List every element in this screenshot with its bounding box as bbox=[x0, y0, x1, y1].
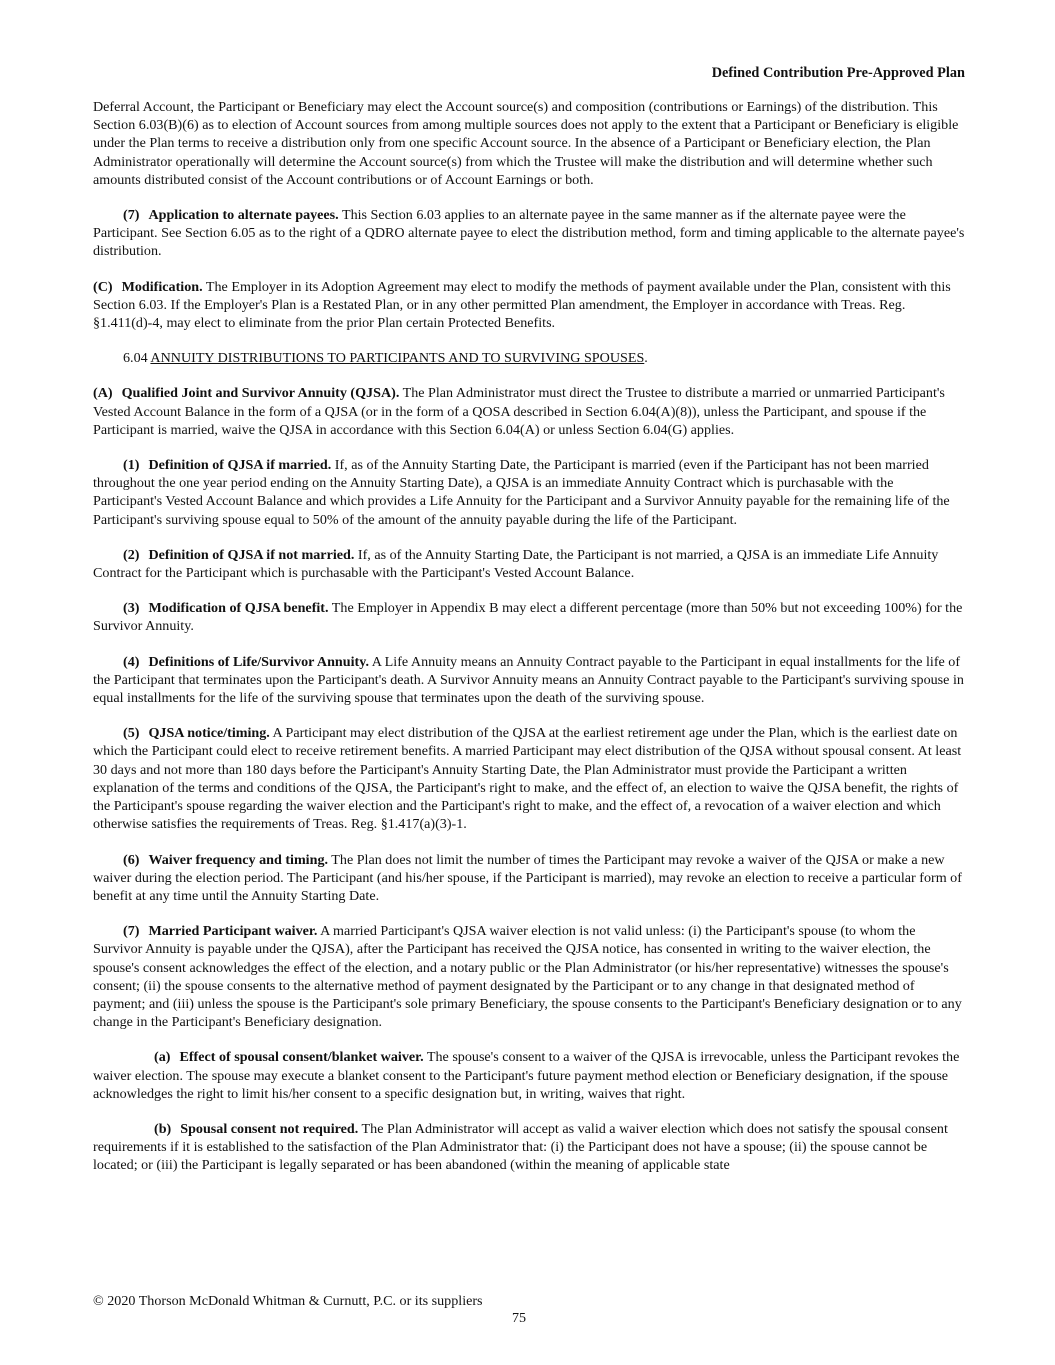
paragraph-6-04-a-7 bbox=[93, 922, 965, 1031]
page-header: Defined Contribution Pre-Approved Plan bbox=[711, 65, 965, 81]
paragraph-text: A married Participant's QJSA waiver election is not valid unless: (i) the Participant's spouse (to whom the Survivor Annuity is payable under the QJSA), after the Participant has received the QJSA notice, has consented in writing to the waiver election, the spouse's consent acknowledges the effect of the election, and a notary public or the Plan Administrator (or his/her representative) witnesses the spouse's consent; (ii) the spouse consents to the alternative method of payment designated by the Participant or to any change in that designated method of payment; and (iii) unless the spouse is the Participant's sole primary Beneficiary, the spouse consents to the Participant's Beneficiary designation or to any change in the Participant's Beneficiary designation. bbox=[93, 923, 962, 1031]
paragraph-text: The Employer in Appendix B may elect a different percentage (more than 50% but not exceeding 100%) for the Survivor Annuity. bbox=[93, 600, 963, 635]
paragraph-label: (2) bbox=[123, 546, 140, 563]
paragraph-6-03-b-7 bbox=[93, 206, 965, 261]
paragraph-label: (1) bbox=[123, 457, 140, 474]
paragraph-label: (b) bbox=[154, 1120, 172, 1137]
paragraph-6-04-a-1 bbox=[93, 456, 965, 529]
paragraph-6-04-a-3 bbox=[93, 599, 965, 635]
paragraph-label: (5) bbox=[123, 725, 140, 742]
paragraph-text: A Life Annuity means an Annuity Contract payable to the Participant in equal installments for the life of the Participant that terminates upon the Participant's death. A Survivor Annuity means an Annuity Contract payable to the Participant's surviving spouse in equal installments for the life of the surviving spouse that terminates upon the death of the surviving spouse. bbox=[93, 653, 964, 707]
paragraph-text: The Employer in its Adoption Agreement may elect to modify the methods of payment available under the Plan, consistent with this Section 6.03. If the Employer's Plan is a Restated Plan, or in any other permitted Plan amendment, the Employer in accordance with Treas. Reg. §1.411(d)-4, may elect to eliminate from the prior Plan certain Protected Benefits. bbox=[93, 278, 951, 332]
copyright-notice: © 2020 Thorson McDonald Whitman & Curnutt, P.C. or its suppliers bbox=[93, 1293, 483, 1309]
paragraph-heading: Definition of QJSA if not married. bbox=[148, 546, 355, 563]
paragraph-6-04-a-6 bbox=[93, 851, 965, 906]
paragraph-text: If, as of the Annuity Starting Date, the Participant is married (even if the Participant has not been married throughout the one year period ending on the Annuity Starting Date), a QJSA is an immediate Annuity Contract which is purchasable with the Participant's Vested Account Balance and which provides a Life Annuity for the Participant and a Survivor Annuity payable for the remaining life of the Participant's surviving spouse equal to 50% of the amount of the annuity payable during the life of the Participant. bbox=[93, 457, 950, 528]
paragraph-6-04-a-5 bbox=[93, 724, 965, 833]
paragraph-label: (3) bbox=[123, 600, 140, 617]
paragraph-heading: Application to alternate payees. bbox=[148, 207, 339, 224]
paragraph-label: (A) bbox=[93, 385, 113, 402]
paragraph-text: This Section 6.03 applies to an alternate payee in the same manner as if the alternate payee were the Participant. See Section 6.05 as to the right of a QDRO alternate payee to elect the distribution method, form and timing applicable to the alternate payee's distribution. bbox=[93, 207, 965, 260]
section-number: 6.04 bbox=[123, 350, 148, 367]
paragraph-heading: Qualified Joint and Survivor Annuity (QJSA). bbox=[121, 385, 400, 402]
paragraph-6-04-a-7-a bbox=[93, 1048, 965, 1103]
paragraph-heading: Modification of QJSA benefit. bbox=[148, 600, 329, 617]
paragraph-heading: Definition of QJSA if married. bbox=[148, 457, 332, 474]
section-title-period: . bbox=[644, 350, 648, 367]
paragraph-heading: QJSA notice/timing. bbox=[148, 725, 270, 742]
paragraph-text: The Plan Administrator must direct the Trustee to distribute a married or unmarried Participant's Vested Account Balance in the form of a QJSA (or in the form of a QOSA described in Section 6.04(A)(8)), unless the Participant, and spouse if the Participant is married, waive the QJSA in accordance with this Section 6.04(A) or unless Section 6.04(G) applies. bbox=[93, 385, 945, 438]
paragraph-6-04-a-2 bbox=[93, 546, 965, 582]
paragraph-text: The Plan does not limit the number of times the Participant may revoke a waiver of the QJSA or make a new waiver during the election period. The Participant (and his/her spouse, if the Participant is married), may revoke an election to receive a particular form of benefit at any time until the Annuity Starting Date. bbox=[93, 851, 962, 904]
page-footer bbox=[93, 1293, 965, 1327]
paragraph-6-03-c bbox=[93, 278, 965, 333]
paragraph-text: The spouse's consent to a waiver of the QJSA is irrevocable, unless the Participant revokes the waiver election. The spouse may execute a blanket consent to the Participant's future payment method election or Beneficiary designation, if the spouse acknowledges the right to limit his/her consent to a specific designation but, in writing, waives that right. bbox=[93, 1049, 960, 1102]
paragraph-6-04-a-7-b bbox=[93, 1120, 965, 1175]
paragraph-text: The Plan Administrator will accept as valid a waiver election which does not satisfy the spousal consent requirements if it is established to the satisfaction of the Plan Administrator that: (i) the Participant does not have a spouse; (ii) the spouse cannot be located; or (iii) the Participant is legally separated or has been abandoned (within the meaning of applicable state bbox=[93, 1120, 948, 1174]
section-title: ANNUITY DISTRIBUTIONS TO PARTICIPANTS AND TO SURVIVING SPOUSES bbox=[150, 350, 645, 367]
paragraph-heading: Spousal consent not required. bbox=[180, 1120, 359, 1137]
document-body bbox=[93, 98, 965, 1192]
paragraph-label: (7) bbox=[123, 207, 140, 224]
paragraph-label: (7) bbox=[123, 923, 140, 940]
paragraph-heading: Married Participant waiver. bbox=[148, 923, 318, 940]
paragraph-text: If, as of the Annuity Starting Date, the Participant is not married, a QJSA is an immediate Life Annuity Contract for the Participant which is purchasable with the Participant's Vested Account Balance. bbox=[93, 546, 939, 582]
paragraph-heading: Effect of spousal consent/blanket waiver. bbox=[179, 1049, 424, 1066]
paragraph-label: (a) bbox=[154, 1049, 171, 1066]
paragraph-continued bbox=[93, 98, 965, 189]
paragraph-text: A Participant may elect distribution of the QJSA at the earliest retirement age under the Plan, which is the earliest date on which the Participant could elect to receive retirement benefits. A married Participant may elect distribution of the QJSA without spousal consent. At least 30 days and not more than 180 days before the Participant's Annuity Starting Date, the Plan Administrator must provide the Participant a written explanation of the terms and conditions of the QJSA, the Participant's right to make, and the effect of, an election to waive the QJSA benefit, the rights of the Participant's spouse regarding the waiver election and the Participant's right to make, and the effect of, a revocation of a waiver election and which otherwise satisfies the requirements of Treas. Reg. §1.417(a)(3)-1. bbox=[93, 725, 962, 833]
paragraph-heading: Definitions of Life/Survivor Annuity. bbox=[148, 653, 370, 670]
paragraph-6-04-a bbox=[93, 384, 965, 439]
paragraph-text: Deferral Account, the Participant or Beneficiary may elect the Account source(s) and composition (contributions or Earnings) of the distribution. This Section 6.03(B)(6) as to election of Account sources from among multiple sources does not apply to the extent that a Participant or Beneficiary is eligible under the Plan terms to receive a distribution only from one specific Account source. In the absence of a Participant or Beneficiary election, the Plan Administrator operationally will determine the Account source(s) from which the Trustee will make the distribution and will determine whether such amounts distributed consist of the Account contributions or of Account Earnings or both. bbox=[93, 99, 959, 188]
paragraph-heading: Waiver frequency and timing. bbox=[148, 851, 329, 868]
page-number: 75 bbox=[511, 1310, 527, 1326]
paragraph-label: (C) bbox=[93, 278, 113, 295]
paragraph-6-04-a-4 bbox=[93, 653, 965, 708]
paragraph-label: (6) bbox=[123, 851, 140, 868]
section-heading-6-04 bbox=[93, 349, 965, 367]
paragraph-heading: Modification. bbox=[121, 278, 203, 295]
paragraph-label: (4) bbox=[123, 653, 140, 670]
